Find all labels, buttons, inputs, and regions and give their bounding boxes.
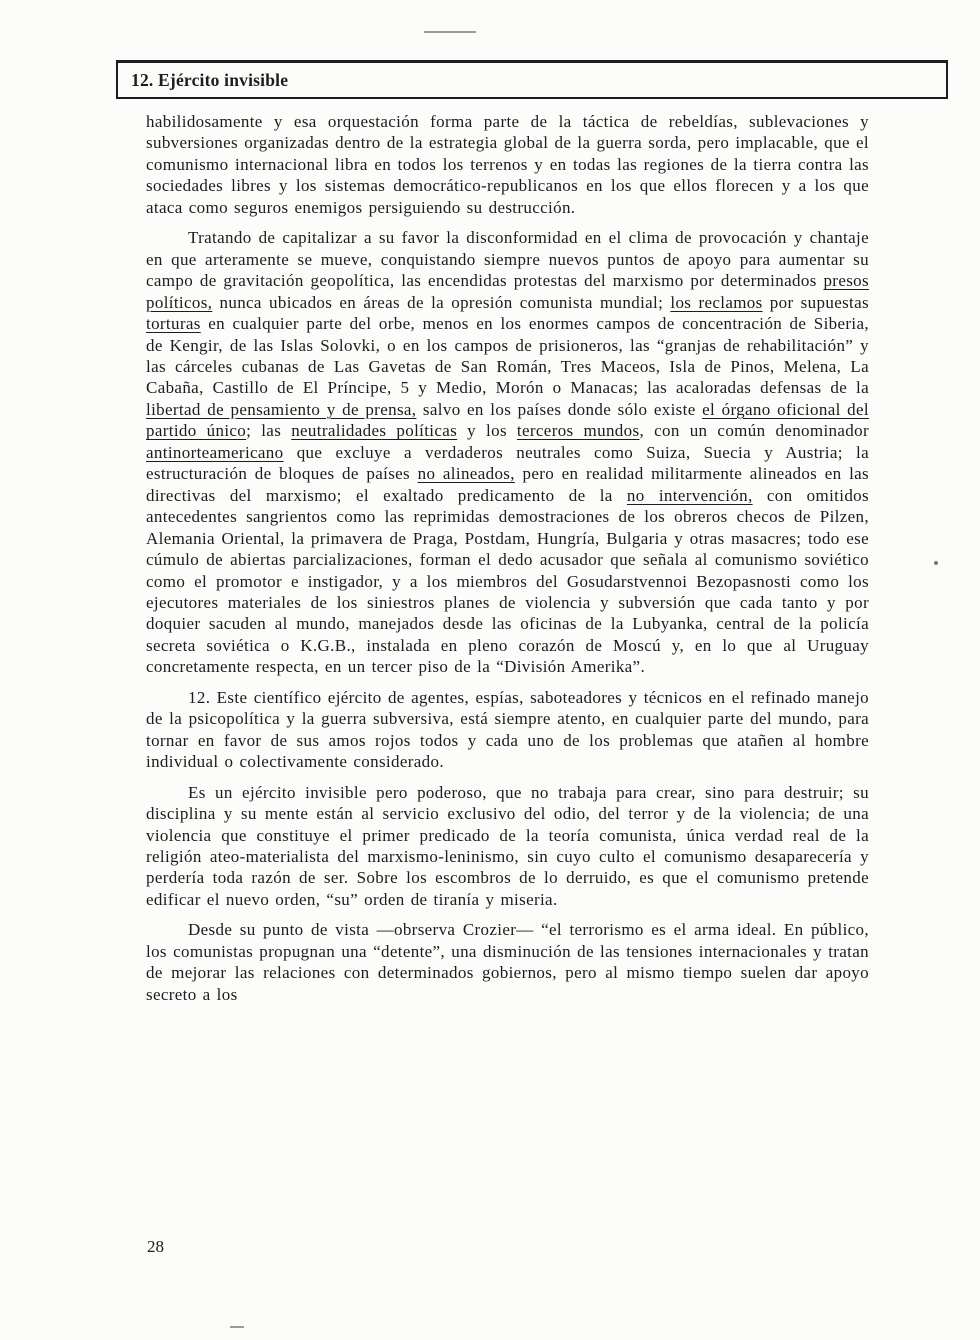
scan-artifact-bottom — [230, 1326, 244, 1328]
underlined-text-run: antinorteamericano — [146, 442, 284, 462]
underlined-text-run: presos políticos, — [146, 271, 869, 312]
text-run: , con un común denominador — [639, 421, 869, 441]
scan-artifact-top — [424, 31, 476, 33]
text-run: con omitidos antecedentes sangrientos como las reprimidas demostraciones de los obreros checos de Pilzen, Alemania Oriental, la primavera de Praga, Postdam, Hungría, Bulgaria y otras masacres; todo ese cúmulo de abiertas parcializaciones, forman el dedo acusador que señala al comunismo soviético como el promotor e instigador, y a los miembros del Gosudarstvennoi Bezopasnosti como los ejecutores materiales de los siniestros planes de violencia y subversión que cada tanto y por doquier sacuden al mundo, manejados desde las oficinas de la Lubyanka, central de la policía secreta soviética o K.G.B., instalada en pleno corazón de Moscú y, en lo que al Uruguay concretamente respecta, en un tercer piso de la “División Amerika”. — [146, 485, 869, 677]
underlined-text-run: terceros mundos — [516, 421, 640, 441]
text-run: nunca ubicados en áreas de la opresión comunista mundial; — [212, 292, 671, 312]
paragraph — [146, 227, 869, 678]
text-run: y los — [457, 421, 517, 441]
paragraph — [146, 782, 869, 911]
body-text — [146, 111, 869, 1014]
text-run: Tratando de capitalizar a su favor la disconformidad en el clima de provocación y chantaje en que arteramente se mueve, conquistando siempre nuevos puntos de apoyo para aumentar su campo de gravitación geopolítica, las encendidas protestas del marxismo por determinados — [146, 228, 869, 291]
text-run: pero en realidad militarmente alineados en las directivas del marxismo; el exaltado predicamento de la — [146, 464, 869, 505]
text-run: Desde su punto de vista —obrserva Crozier— “el terrorismo es el arma ideal. En público, los comunistas propugnan una “detente”, una disminución de las tensiones internacionales y tratan de mejorar las relaciones con determinados gobiernos, pero al mismo tiempo suelen dar apoyo secreto a los — [146, 920, 869, 1004]
paragraph — [146, 111, 869, 218]
scan-artifact-dot — [934, 561, 938, 565]
chapter-title: 12. Ejército invisible — [131, 69, 289, 90]
underlined-text-run: no intervención, — [626, 485, 753, 505]
text-run: Es un ejército invisible pero poderoso, que no trabaja para crear, sino para destruir; su disciplina y su mente están al servicio exclusivo del odio, del terror y de la violencia; de una violencia que constituye el primer predicado de la teoría comunista, única verdad real de la religión ateo-materialista del marxismo-leninismo, sin cuyo culto el comunismo desaparecería y perdería toda razón de ser. Sobre los escombros de lo derruido, es que el comunismo pretende edificar el nuevo orden, “su” orden de tiranía y miseria. — [146, 782, 869, 909]
text-run: salvo en los países donde sólo existe — [416, 399, 703, 419]
text-run: en cualquier parte del orbe, menos en los enormes campos de concentración de Siberia, de Kengir, de las Islas Solovki, o en los campos de prisioneros, las “granjas de rehabilitación” y las cárceles cubanas de Las Gavetas de San Román, Tres Maceos, Isla de Pinos, Melena, La Cabaña, Castillo de El Príncipe, 5 y Medio, Morón o Manacas; las acaloradas defensas de la — [146, 314, 869, 398]
underlined-text-run: el órgano oficional del partido único — [146, 399, 869, 441]
chapter-header-box — [116, 60, 948, 99]
underlined-text-run: no alineados, — [417, 464, 515, 484]
underlined-text-run: los reclamos — [670, 292, 763, 312]
paragraph — [146, 919, 869, 1005]
underlined-text-run: neutralidades políticas — [291, 421, 458, 441]
text-run: ; las — [246, 421, 292, 441]
underlined-text-run: torturas — [146, 314, 201, 334]
page-number: 28 — [147, 1237, 164, 1256]
text-run: por supuestas — [762, 292, 869, 312]
text-run: que excluye a verdaderos neutrales como Suiza, Suecia y Austria; la estructuración de bloques de países — [146, 442, 869, 484]
underlined-text-run: libertad de pensamiento y de prensa, — [146, 399, 417, 419]
text-run: 12. Este científico ejército de agentes, espías, saboteadores y técnicos en el refinado manejo de la psicopolítica y la guerra subversiva, está siempre atento, en cualquier parte del mundo, para tornar en favor de sus amos rojos todos y cada uno de los problemas que atañen al hombre individual o colectivamente considerado. — [146, 687, 869, 772]
text-run: habilidosamente y esa orquestación forma parte de la táctica de rebeldías, sublevaciones y subversiones organizadas dentro de la estrategia global de la guerra sorda, pero implacable, que el comunismo internacional libra en todos los terrenos y en todas las regiones de la tierra contra las sociedades libres y los sistemas democrático-republicanos en los que ellos florecen y a los que ataca como seguros enemigos persiguiendo su destrucción. — [146, 112, 869, 217]
paragraph — [146, 687, 869, 773]
